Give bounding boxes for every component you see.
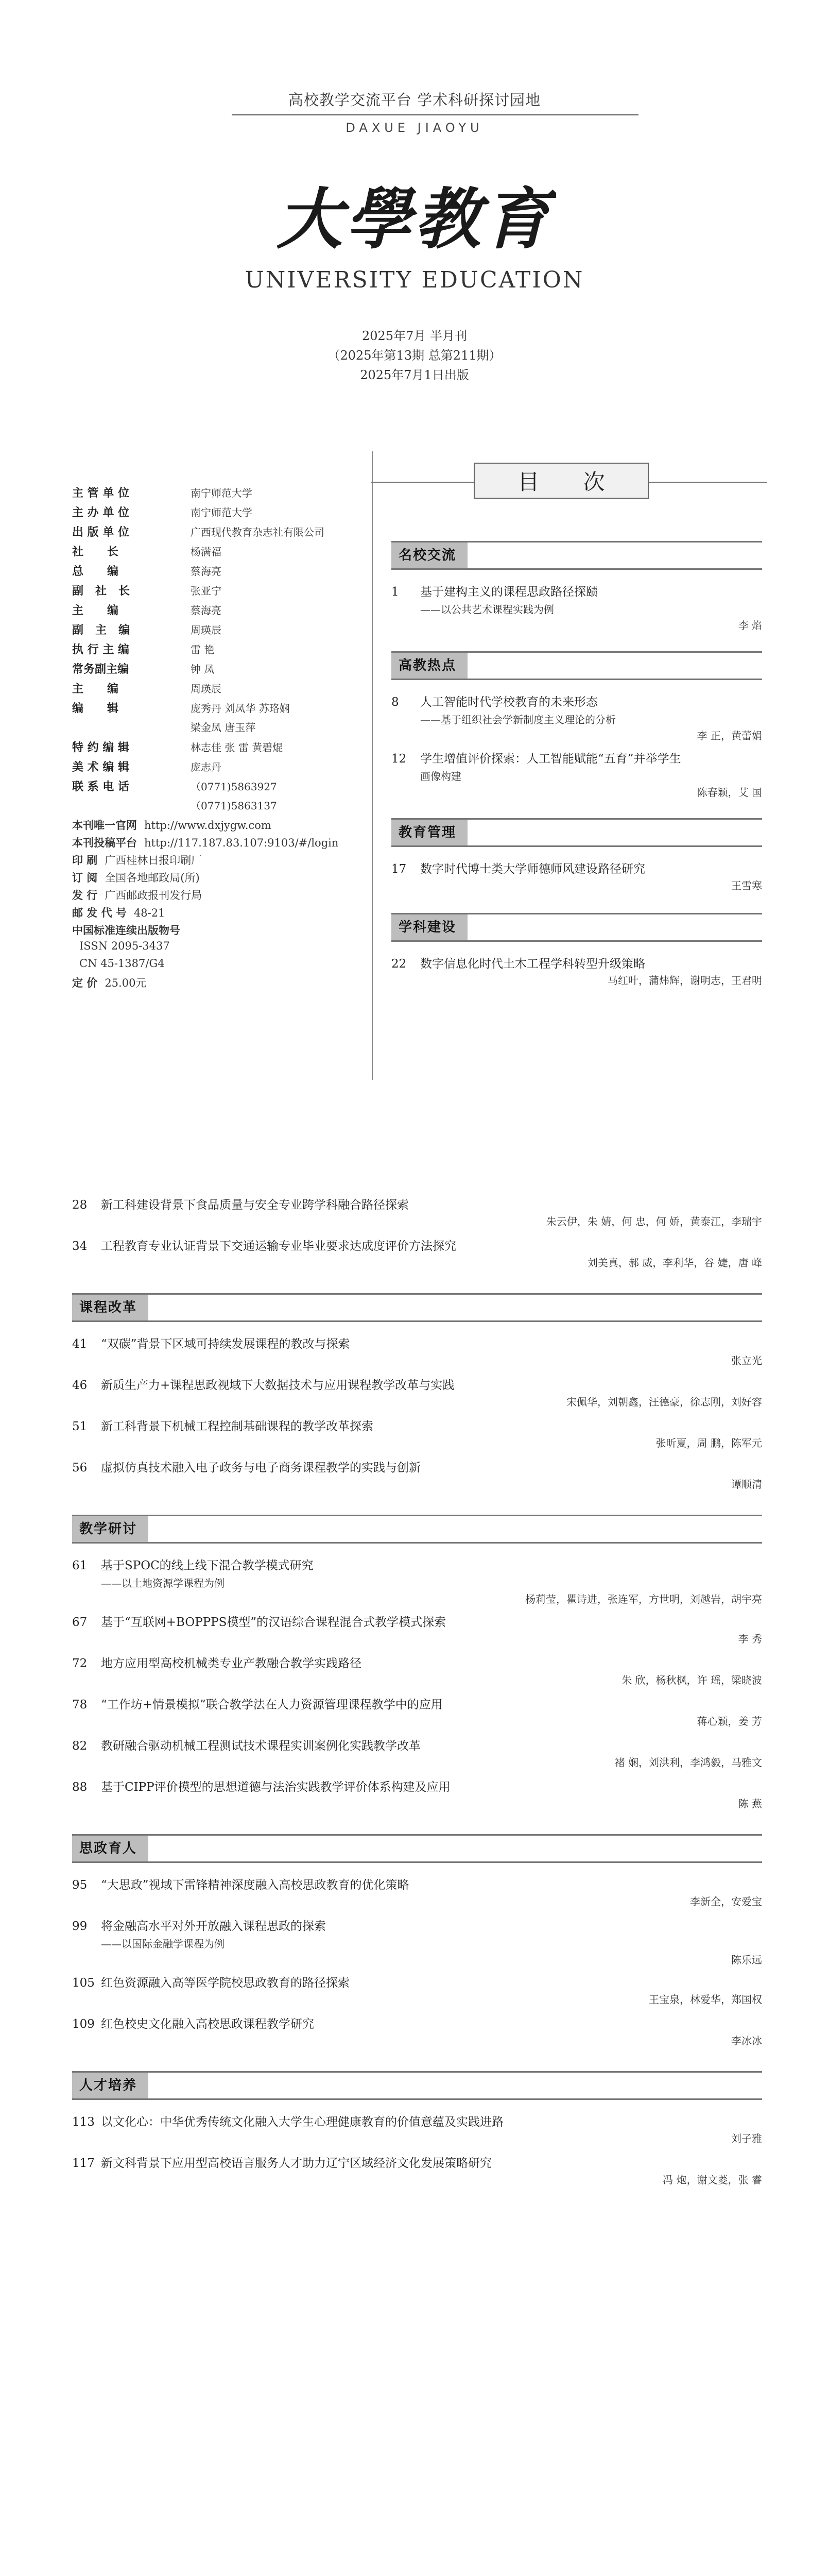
pub-key: 主 管 单 位 [72, 487, 129, 500]
toc-entry-title: 基于CIPP评价模型的思想道德与法治实践教学评价体系构建及应用 [101, 1781, 451, 1794]
pub-line-value: 广西桂林日报印刷厂 [105, 854, 202, 867]
toc-entry [72, 1195, 762, 1228]
toc-page-number: 113 [72, 2115, 95, 2129]
pub-line [72, 852, 360, 870]
toc-entry-author: 李 秀 [738, 1633, 762, 1645]
pub-value: 梁金凤 唐玉萍 [191, 721, 256, 734]
journal-logo [273, 176, 556, 259]
pub-value: 蔡海亮 [191, 565, 221, 578]
toc-entry-title: 教研融合驱动机械工程测试技术课程实训案例化实践教学改革 [101, 1739, 421, 1753]
toc-entry [72, 1736, 762, 1769]
toc-entry-line [391, 582, 762, 599]
toc-entry [391, 954, 762, 987]
pub-line-value: CN 45-1387/G4 [79, 957, 165, 970]
toc-entry-author: 张昕夏，周 鹏，陈军元 [655, 1437, 762, 1449]
toc-page-number: 82 [72, 1739, 88, 1753]
toc-page-number: 61 [72, 1559, 88, 1572]
toc-entry-author: 李 正，黄蕾娟 [697, 730, 762, 742]
toc-entry-author: 刘子雅 [731, 2132, 762, 2145]
pub-line-key: 定 价 [72, 977, 98, 989]
toc-rule-right [649, 482, 767, 483]
toc-entry [391, 749, 762, 799]
toc-entry-subtitle: ——以国际金融学课程为例 [101, 1938, 224, 1950]
pub-line [72, 957, 360, 975]
toc-entry-author: 陈春颖，艾 国 [697, 786, 762, 799]
pub-value: 杨满福 [191, 546, 221, 558]
pub-value: 蔡海亮 [191, 604, 221, 617]
toc-entry-author: 王宝泉，林爱华，郑国权 [649, 1993, 762, 2006]
toc-entry [72, 1236, 762, 1269]
pub-row [72, 641, 360, 660]
pub-line-value: 广西邮政报刊发行局 [105, 889, 202, 902]
toc-entry [72, 2112, 762, 2145]
pub-row [72, 602, 360, 621]
pub-row [72, 700, 360, 719]
header-tagline: 高校教学交流平台 学术科研探讨园地 [288, 91, 541, 109]
section-title: 高教热点 [391, 653, 468, 679]
pub-row [72, 523, 360, 543]
toc-page-number: 46 [72, 1379, 88, 1392]
section-title: 名校交流 [391, 543, 468, 568]
pub-line-value: 全国各地邮政局(所) [105, 872, 200, 884]
toc-page-number: 78 [72, 1698, 88, 1711]
toc-page-number: 17 [391, 862, 407, 876]
column-divider [372, 451, 373, 1080]
pub-key: 特 约 编 辑 [72, 741, 129, 754]
section-header [72, 1515, 762, 1544]
toc-entry-title: 数字时代博士类大学师德师风建设路径研究 [420, 862, 645, 876]
pub-row [72, 660, 360, 680]
toc-entry-line [72, 1458, 762, 1475]
toc-page-number: 88 [72, 1781, 88, 1794]
section-header [391, 541, 762, 570]
section-header [391, 651, 762, 680]
pub-key: 主 编 [72, 604, 118, 617]
pub-row [72, 680, 360, 700]
toc-title: 目 次 [474, 463, 649, 499]
pub-value: 庞志丹 [191, 761, 221, 773]
toc-entry-title: “工作坊+情景模拟”联合教学法在人力资源管理课程教学中的应用 [101, 1698, 443, 1711]
pub-line [72, 835, 360, 852]
pub-key: 出 版 单 位 [72, 526, 129, 539]
pub-row [72, 543, 360, 563]
toc-entry-title: “大思政”视域下雷锋精神深度融入高校思政教育的优化策略 [101, 1878, 409, 1892]
toc-entry [391, 582, 762, 632]
pub-row [72, 582, 360, 602]
toc-entry-line [391, 859, 762, 876]
toc-entry [391, 692, 762, 742]
pub-value: 南宁师范大学 [191, 487, 252, 499]
toc-entry-line [391, 954, 762, 971]
toc-page-number: 72 [72, 1657, 88, 1670]
toc-entry [72, 1334, 762, 1367]
toc-entry-title: “双碳”背景下区域可持续发展课程的教改与探索 [101, 1337, 350, 1351]
pub-value: 林志佳 张 雷 黄碧焜 [191, 741, 283, 754]
pub-key: 常务副主编 [72, 663, 129, 676]
section-header [391, 818, 762, 847]
toc-entry-author: 谭顺清 [731, 1478, 762, 1490]
toc-entry [72, 1777, 762, 1810]
svg-text:大學教育: 大學教育 [276, 181, 553, 258]
pub-value: 周瑛辰 [191, 683, 221, 695]
toc-entry-author: 宋佩华，刘朝鑫，汪德豪，徐志刚，刘好容 [566, 1396, 762, 1408]
toc-entry [72, 1875, 762, 1908]
toc-entry-title: 虚拟仿真技术融入电子政务与电子商务课程教学的实践与创新 [101, 1461, 421, 1475]
issue-date: 2025年7月1日出版 [360, 368, 469, 382]
pub-line-value: http://www.dxjygw.com [144, 819, 271, 832]
toc-entry-author: 王雪寒 [731, 879, 762, 892]
toc-entry-author: 蒋心颖，姜 芳 [697, 1715, 762, 1727]
toc-entry-line [72, 1613, 762, 1630]
pub-value: 广西现代教育杂志社有限公司 [191, 526, 324, 538]
toc-entry-line [72, 1875, 762, 1892]
toc-page-number: 12 [391, 752, 407, 766]
toc-entry-line [72, 1736, 762, 1753]
pub-value: （0771)5863927 [191, 781, 277, 793]
toc-entry-title: 数字信息化时代土木工程学科转型升级策略 [420, 957, 645, 971]
pub-key: 执 行 主 编 [72, 643, 129, 656]
toc-entry [72, 2014, 762, 2047]
toc-entry [72, 1417, 762, 1450]
pub-row [72, 739, 360, 758]
section-title: 教育管理 [391, 820, 468, 845]
toc-entry-subtitle: ——以公共艺术课程实践为例 [420, 603, 554, 616]
section-header [72, 2071, 762, 2100]
pub-line [72, 870, 360, 887]
pub-value: 庞秀丹 刘凤华 苏珞娴 [191, 702, 290, 715]
toc-entry-line [72, 1917, 762, 1934]
pub-line [72, 887, 360, 905]
toc-entry-line [72, 2154, 762, 2171]
pub-row [72, 563, 360, 582]
toc-entry-title: 将金融高水平对外开放融入课程思政的探索 [101, 1920, 326, 1933]
toc-page-number: 67 [72, 1616, 88, 1629]
section-title: 学科建设 [391, 914, 468, 940]
pub-row [72, 778, 360, 798]
toc-entry-title: 基于建构主义的课程思政路径探赜 [420, 585, 598, 599]
toc-page-number: 41 [72, 1337, 88, 1351]
toc-entry-line [72, 1334, 762, 1351]
toc-page-number: 99 [72, 1920, 88, 1933]
toc-entry-author: 刘美真，郝 威，李利华，谷 婕，唐 峰 [587, 1257, 762, 1269]
toc-entry-line [72, 1973, 762, 1990]
toc-entry-author: 陈 燕 [738, 1798, 762, 1810]
toc-entry-author: 冯 炮，谢文菱，张 睿 [663, 2174, 762, 2186]
toc-entry [72, 1917, 762, 1967]
toc-entry-line [72, 1654, 762, 1671]
section-title: 课程改革 [72, 1295, 148, 1320]
header-pinyin: DAXUE JIAOYU [346, 121, 483, 135]
toc-entry-subtitle: ——以土地资源学课程为例 [101, 1577, 224, 1589]
toc-entry-title: 新工科建设背景下食品质量与安全专业跨学科融合路径探索 [101, 1198, 409, 1212]
toc-entry [72, 1613, 762, 1646]
pub-line-value: http://117.187.83.107:9103/#/login [144, 837, 339, 849]
pub-key: 主 办 单 位 [72, 506, 129, 519]
section-title: 思政育人 [72, 1836, 148, 1861]
pub-line-key: 发 行 [72, 889, 98, 902]
pub-line [72, 905, 360, 922]
toc-entry-title: 工程教育专业认证背景下交通运输专业毕业要求达成度评价方法探究 [101, 1240, 456, 1253]
pub-line-value: 25.00元 [105, 977, 147, 989]
toc-entry-title: 以文化心：中华优秀传统文化融入大学生心理健康教育的价值意蕴及实践进路 [101, 2115, 504, 2129]
pub-row [72, 484, 360, 504]
toc-entry-line [72, 2014, 762, 2031]
toc-entry-title: 新质生产力+课程思政视域下大数据技术与应用课程教学改革与实践 [101, 1379, 455, 1392]
toc-entry [72, 1458, 762, 1491]
pub-line [72, 922, 360, 940]
toc-entry-author: 马红叶，蒲炜辉，谢明志，王君明 [608, 974, 762, 987]
toc-entry-author: 朱云伊，朱 婧，何 忠，何 娇，黄泰江，李瑞宇 [546, 1215, 762, 1228]
pub-line-key: 本刊唯一官网 [72, 819, 137, 832]
pub-row [72, 621, 360, 641]
toc-page-number: 109 [72, 2018, 95, 2031]
toc-entry-line [72, 1695, 762, 1712]
pub-line-key: 中国标准连续出版物号 [72, 924, 180, 937]
toc-page-number: 34 [72, 1240, 88, 1253]
toc-page-number: 28 [72, 1198, 88, 1212]
toc-entry-author: 褚 娴，刘洪利，李鸿毅，马雅文 [614, 1756, 762, 1769]
pub-key: 副 社 长 [72, 585, 130, 598]
toc-page-number: 105 [72, 1976, 95, 1990]
toc-entry-line [72, 2112, 762, 2129]
toc-entry-line [72, 1777, 762, 1794]
pub-value: 雷 艳 [191, 643, 215, 656]
section-header [391, 913, 762, 942]
issue-number: （2025年第13期 总第211期） [327, 348, 502, 363]
pub-key: 联 系 电 话 [72, 781, 129, 793]
section-header [72, 1834, 762, 1863]
pub-key: 总 编 [72, 565, 118, 578]
pub-value: 周瑛辰 [191, 624, 221, 636]
pub-value: 钟 凤 [191, 663, 215, 675]
toc-rule-left [371, 482, 474, 483]
toc-page-number: 1 [391, 585, 399, 599]
toc-entry-title: 人工智能时代学校教育的未来形态 [420, 696, 598, 709]
pub-line-key: 订 阅 [72, 872, 98, 884]
pub-key: 主 编 [72, 683, 118, 696]
pub-key: 美 术 编 辑 [72, 761, 129, 774]
toc-page-number: 117 [72, 2157, 95, 2170]
pub-key: 社 长 [72, 546, 118, 558]
toc-entry-subtitle: ——基于组织社会学新制度主义理论的分析 [420, 714, 616, 726]
toc-entry-line [72, 1417, 762, 1434]
masthead-english-title: UNIVERSITY EDUCATION [245, 267, 584, 293]
toc-entry-line [391, 692, 762, 709]
toc-entry-line [72, 1195, 762, 1212]
toc-entry-author: 朱 欣，杨秋枫，许 瑶，梁晓波 [621, 1674, 762, 1686]
toc-entry-line [72, 1556, 762, 1573]
publication-info [72, 484, 360, 992]
pub-line-value: ISSN 2095-3437 [79, 940, 170, 952]
toc-entry-title: 基于SPOC的线上线下混合教学模式研究 [101, 1559, 314, 1572]
toc-page-number: 22 [391, 957, 407, 971]
pub-line [72, 817, 360, 835]
toc-entry-author: 李 焰 [738, 619, 762, 632]
pub-line-key: 印 刷 [72, 854, 98, 867]
toc-page-number: 56 [72, 1461, 88, 1475]
toc-entry-title: 红色校史文化融入高校思政课程教学研究 [101, 2018, 314, 2031]
toc-entry-line [391, 749, 762, 766]
toc-entry-title: 新文科背景下应用型高校语言服务人才助力辽宁区域经济文化发展策略研究 [101, 2157, 492, 2170]
pub-line [72, 940, 360, 957]
toc-entry [72, 1376, 762, 1409]
pub-line-key: 本刊投稿平台 [72, 837, 137, 849]
pub-row [72, 719, 360, 739]
toc-entry [72, 1654, 762, 1687]
pub-row [72, 504, 360, 523]
toc-entry-author: 杨莉莹，瞿诗进，张连军，方世明，刘越岩，胡宇亮 [525, 1593, 762, 1605]
toc-entry-author: 张立光 [731, 1354, 762, 1367]
header-rule [232, 114, 638, 115]
pub-row [72, 798, 360, 817]
toc-entry-line [72, 1236, 762, 1253]
pub-key: 编 辑 [72, 702, 118, 715]
section-title: 人才培养 [72, 2073, 148, 2098]
toc-entry [72, 1695, 762, 1728]
toc-entry [72, 1973, 762, 2006]
toc-page-number: 8 [391, 696, 399, 709]
toc-entry-subtitle: 画像构建 [420, 770, 461, 783]
toc-entry [72, 2154, 762, 2187]
pub-row [72, 758, 360, 778]
pub-line [72, 975, 360, 992]
toc-entry-title: 新工科背景下机械工程控制基础课程的教学改革探索 [101, 1420, 373, 1433]
toc-entry [72, 1556, 762, 1606]
toc-entry-title: 地方应用型高校机械类专业产教融合教学实践路径 [101, 1657, 361, 1670]
issue-frequency: 2025年7月 半月刊 [362, 329, 467, 343]
pub-value: 南宁师范大学 [191, 506, 252, 519]
toc-entry-title: 学生增值评价探索：人工智能赋能“五育”并举学生 [420, 752, 681, 766]
section-header [72, 1293, 762, 1322]
toc-entry-author: 陈乐远 [731, 1954, 762, 1966]
toc-entry-author: 李冰冰 [731, 2035, 762, 2047]
pub-line-value: 48-21 [133, 907, 165, 919]
toc-entry-line [72, 1376, 762, 1393]
toc-entry-author: 李新全，安爱宝 [690, 1895, 762, 1908]
pub-key: 副 主 编 [72, 624, 130, 637]
toc-page-number: 95 [72, 1878, 88, 1892]
toc-page-number: 51 [72, 1420, 88, 1433]
pub-line-key: 邮 发 代 号 [72, 907, 127, 919]
section-title: 教学研讨 [72, 1516, 148, 1542]
toc-entry [391, 859, 762, 892]
toc-entry-title: 基于“互联网+BOPPPS模型”的汉语综合课程混合式教学模式探索 [101, 1616, 446, 1629]
pub-value: （0771)5863137 [191, 800, 277, 812]
toc-entry-title: 红色资源融入高等医学院校思政教育的路径探索 [101, 1976, 350, 1990]
pub-value: 张亚宁 [191, 585, 221, 597]
